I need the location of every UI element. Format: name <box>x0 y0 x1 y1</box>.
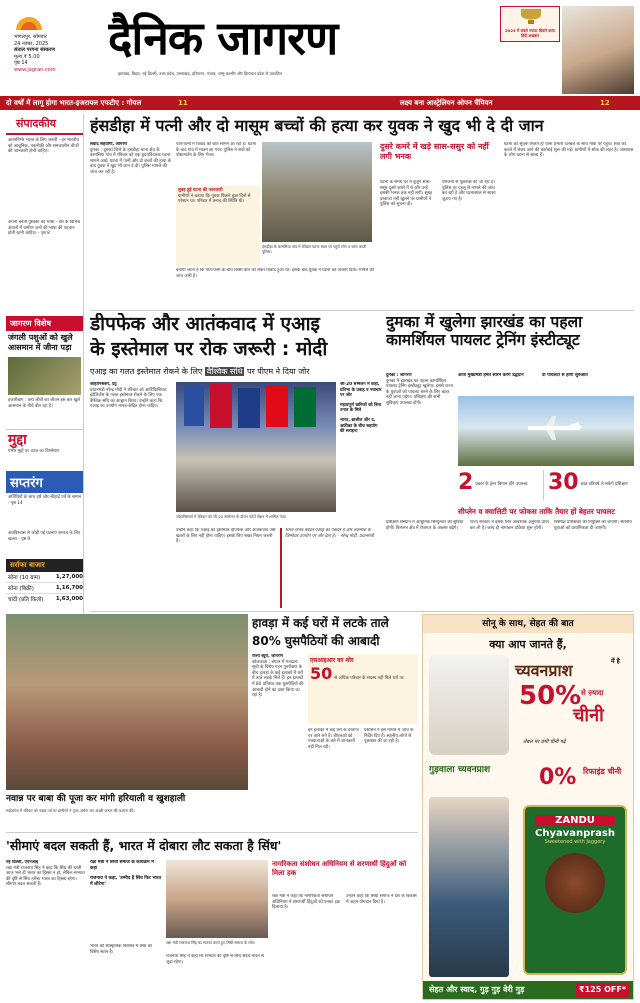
chyawanprash-ad[interactable] <box>422 614 634 1000</box>
sindh-headline[interactable]: 'सीमाएं बदल सकती हैं, भारत में दोबारा लौट सकता है सिंध' <box>6 838 282 853</box>
dumka-airstrip-photo <box>458 396 634 466</box>
market-label: सोना (10 ग्राम) <box>6 572 52 583</box>
ad-question: क्या आप जानते हैं, <box>489 638 567 651</box>
edition-price: मूल्य ₹ 5.00 <box>14 53 40 60</box>
market-value: 1,16,700 <box>52 583 83 594</box>
market-label: चांदी (प्रति किलो) <box>8 597 44 603</box>
edition-info <box>14 34 109 73</box>
navanna-caption[interactable]: नवान्न पर बाबा की पूजा कर मांगी हरियाली व खुशहाली <box>6 794 186 804</box>
modi-subhead-highlight: वैश्विक संधि <box>206 367 243 376</box>
dumka-dateline: दुमका : जागरण <box>386 373 412 378</box>
market-value: 1,27,000 <box>52 572 83 583</box>
ad-claim: 50% <box>519 681 582 711</box>
left-sidebar: संपादकीय आत्मनिर्भर भारत के लिए जरूरी - हर भारतीय को आधुनिक, तकनीकी और समकालीन चीजों की जानकारी होनी चाहिए। अपना बनती पुस्तकों की भाषा - देश के विभिन्न अंचलों में ग्रामीण जनों की भाषा की पहचान होती रहनी चाहिए। - पृष्ठ 8 जागरण विशेष जंगली पशुओं को खुले आसमान में जीना पड़ा हजारीबाग : वन्य जीवों का जीवन इस बार खुले आसमान के नीचे बीत रहा है। मुद्दा गंभीर मुद्दों पर आज का विश्लेषण सप्तरंग अतिथियों के साथ हर्ष और सौहार्द्र पर्व के समान - पृष्ठ 14 अंधविश्वास से जोड़ी गई घटनाएं समाज के लिए खतरा - पृष्ठ 9 सर्राफा बाजार सोना (10 ग्राम) 1,27,000 सोना (बिक्री) 1,16,700 चांदी (प्रति किलो) 1,63,000 <box>6 114 84 669</box>
dumka-bullet-2: दो पायलटों से होगी शुरुआत <box>542 373 588 378</box>
ribbon-right-page: 12 <box>600 99 610 107</box>
headline-ribbon <box>0 96 640 110</box>
fact-text: छात्र प्रतिवर्ष ले सकेंगे प्रशिक्षण <box>580 482 628 487</box>
modi-headline-2[interactable]: के इस्तेमाल पर रोक जरूरी : मोदी <box>90 338 328 360</box>
market-label: सोना (बिक्री) <box>6 583 52 594</box>
ad-product: च्यवनप्राश <box>515 661 573 680</box>
market-value: 1,63,000 <box>55 596 83 602</box>
ad-pack-sub: Sweetened with Jaggery <box>544 839 606 845</box>
ad-tagline-bar <box>423 981 633 999</box>
modi-bullet: महत्वपूर्ण खनिजों को बिना तनाव के मिले <box>340 402 382 414</box>
dumka-fact-1 <box>458 470 544 500</box>
sindh-side-headline[interactable]: नागरिकता संशोधन अधिनियम से शरणार्थी हिंदुओं को मिला हक <box>272 860 407 877</box>
ad-zero: 0% <box>539 765 577 790</box>
modi-photo-caption: जोहानिसबर्ग में रविवार को जी-20 सम्मेलन के दौरान फोटो सेशन में शामिल नेता। <box>176 514 287 519</box>
fact-number: 30 <box>548 470 579 495</box>
howrah-headline-2[interactable]: 80% घुसपैठियों की आबादी <box>252 634 380 648</box>
edition-name: संताल परगना संस्करण <box>14 47 55 53</box>
lead-photo <box>262 142 372 242</box>
edition-date: 24 नवंबर, 2025 <box>14 40 49 47</box>
editorial-item-2: अपना बनती पुस्तकों की भाषा - देश के विभिन्न अंचलों में ग्रामीण जनों की भाषा की पहचान होती रहनी चाहिए। - पृष्ठ 8 <box>8 220 80 237</box>
modi-headline-1[interactable]: डीपफेक और आतंकवाद में एआइ <box>90 313 320 335</box>
mascot-badge <box>500 6 560 42</box>
ad-pack-brand: ZANDU <box>535 815 615 826</box>
ribbon-left-page: 11 <box>178 99 188 107</box>
ad-tagline: सेहत और स्वाद, गुड़ गुड़ वेरी गुड़ <box>429 985 525 994</box>
saptrang-heading: सप्तरंग <box>6 471 83 493</box>
edition-pages: पृष्ठ 14 <box>14 60 28 66</box>
ad-pack <box>523 805 627 975</box>
fact-number: 2 <box>458 470 474 495</box>
mudda-heading: मुद्दा <box>6 429 83 449</box>
howrah-dateline: राज्य ब्यूरो, जागरण <box>252 654 283 659</box>
modi-body: प्रधानमंत्री नरेन्द्र मोदी ने रविवार को आर्टिफिशियल इंटेलिजेंस के गलत इस्तेमाल रोकने के लिए एक वैश्विक संधि का आह्वान किया। उन्होंने कहा कि एआइ का उपयोग मानव-केंद्रित होना चाहिए। <box>90 387 167 410</box>
sugar-jar-icon <box>429 655 509 755</box>
edition-city: भागलपुर, सोमवार <box>14 34 47 40</box>
ad-celebrity-photo <box>429 797 509 977</box>
website-link[interactable]: www.jagran.com <box>14 66 56 73</box>
ad-pack-name: Chyavanprash <box>534 828 616 839</box>
ad-offer: ₹125 OFF* <box>576 983 629 997</box>
ad-claim-word: चीनी <box>573 705 604 726</box>
flags-icon <box>176 382 336 442</box>
ribbon-right[interactable]: लक्ष्य बना आस्ट्रेलियन ओपन चैंपियन <box>400 99 493 107</box>
sun-logo-icon <box>14 14 44 32</box>
modi-dateline: जोहानिसबर्ग, प्रेट्र <box>90 382 117 387</box>
lead-side-headline[interactable]: दुसरे कमरे में खड़े सास-ससुर को नहीं लगी भनक <box>380 142 489 161</box>
sindh-body-col <box>6 860 86 1000</box>
modi-bullet: भारत, ब्राजील और द. अफ्रीका के बीच सहयोग की सराहना <box>340 417 378 435</box>
dumka-bullet-1: आज मुख्यमंत्री हेमंत सोरेन करेंगे उद्घाटन <box>458 373 524 378</box>
dumka-body: दुमका में झारखंड का पहला कामर्शियल पायलट ट्रेनिंग इंस्टीट्यूट खुलेगा। इससे राज्य के युवाओं को पायलट बनने के लिए बाहर नहीं जाना पड़ेगा। प्रशिक्षण की सभी सुविधाएं उपलब्ध होंगी। <box>386 378 453 406</box>
inset-number: 50 <box>310 664 333 683</box>
modi-bullets <box>340 382 382 512</box>
special-story: जंगली पशुओं को खुले आसमान में जीना पड़ा <box>8 333 73 352</box>
modi-body-col <box>90 382 172 607</box>
special-photo <box>8 357 81 395</box>
dumka-subheadline[interactable]: सीप्लेन व क्वालिटी पर फोकस ताकि तैयार हों बेहतर पायलट <box>458 507 615 516</box>
trophy-icon <box>501 7 560 25</box>
sindh-photo-caption: रक्षा मंत्री राजनाथ सिंह का स्वागत करते हुए सिंधी समाज के लोग। <box>166 940 256 945</box>
editorial-heading: संपादकीय <box>6 114 83 135</box>
dumka-body-col <box>386 373 454 515</box>
lead-headline[interactable]: हंसडीहा में पत्नी और दो मासूम बच्चों की हत्या कर युवक ने खुद भी दे दी जान <box>90 116 544 135</box>
masthead-network: झारखंड, बिहार, नई दिल्ली, उत्तर प्रदेश, उत्तराखंड, हरियाणा, पंजाब, जम्मू-कश्मीर और हिमाचल प्रदेश से प्रकाशित <box>118 71 282 76</box>
modi-subhead: एआइ का गलत इस्तेमाल रोकने के लिए वैश्विक संधि पर पीएम ने दिया जोर <box>90 367 310 376</box>
sindh-dateline: नई दिल्ली, एएनआइ <box>6 860 39 865</box>
howrah-body: कोलकाता : बंगाल में मतदाता सूची के विशेष गहन पुनरीक्षण के बीच हावड़ा के कई इलाकों में घरों में ताले लटके मिले हैं। इन इलाकों में 80 प्रतिशत तक घुसपैठियों की आबादी होने का दावा किया जा रहा है। <box>252 659 304 699</box>
sindh-body: रक्षा मंत्री राजनाथ सिंह ने कहा कि सिंध की धरती आज भले ही भारत का हिस्सा न हो, लेकिन सभ्यता की दृष्टि से सिंध हमेशा भारत का हिस्सा रहेगा। सीमाएं बदल सकती हैं। <box>6 865 85 888</box>
ad-claim-pre: में है <box>611 658 620 665</box>
ribbon-left[interactable]: दो वर्षों में लागू होगा भारत-इजरायल एफटीए : गोयल <box>6 99 142 107</box>
ad-zero-text: रिफाइंड चीनी <box>583 767 622 776</box>
dumka-fact-2 <box>548 470 634 500</box>
market-heading: सर्राफा बाजार <box>6 559 83 572</box>
airplane-icon <box>458 396 634 466</box>
inset-heading: एसआइआर का शोर <box>310 657 354 664</box>
howrah-body-col <box>252 654 304 830</box>
market-table <box>6 572 83 604</box>
sindh-photo <box>166 860 268 938</box>
masthead-title[interactable]: दैनिक जागरण <box>108 11 338 65</box>
fact-text: प्रकार के ट्रेनर विमान होंगे उपलब्ध <box>475 482 528 487</box>
jagran-special-heading: जागरण विशेष <box>6 316 83 331</box>
navanna-photo <box>6 614 248 790</box>
ad-brand: गुड़वाला च्यवनप्राश <box>429 765 491 775</box>
lead-body-col <box>90 142 172 307</box>
sindh-bullet: रक्षा मंत्री ने सिंधी समाज के कार्यक्रम में कहा <box>90 860 154 871</box>
modi-photo <box>176 382 336 512</box>
lead-body: दुमका : दुमका जिले के हंसडीहा थाना क्षेत्र के बरमसिया गांव में रविवार को एक हृदयविदारक घटना सामने आई। घटना में पत्नी और दो बच्चों की हत्या के बाद युवक ने खुद भी जान दे दी। पुलिस मामले की जांच कर रही है। <box>90 147 172 175</box>
athlete-photo <box>562 6 634 94</box>
ad-banner: सोनू के साथ, सेहत की बात <box>423 615 633 633</box>
inset-text: से अधिक परिवार के सदस्य नहीं मिले घरों पर <box>334 676 404 681</box>
jaggery-icon <box>545 853 605 913</box>
saptrang-text: अतिथियों के साथ हर्ष और सौहार्द्र पर्व के समान - पृष्ठ 14 <box>8 495 82 506</box>
howrah-inset <box>308 654 418 724</box>
lead-dateline: संवाद सहयोगी, जागरण <box>90 142 128 147</box>
editorial-item-1: आत्मनिर्भर भारत के लिए जरूरी - हर भारतीय को आधुनिक, तकनीकी और समकालीन चीजों की जानकारी होनी चाहिए। <box>8 138 79 155</box>
modi-quote: भारत मानव केंद्रित एआइ का पक्षधर है और तकनीक के जिम्मेदार उपयोग पर जोर देता है। - नरेन्द्र मोदी, प्रधानमंत्री <box>280 528 380 608</box>
sindh-bullets <box>90 860 162 940</box>
mascot-text: 2025 में सबसे ज्यादा बिकने वाला हिंदी अखबार <box>505 28 555 38</box>
ad-claim-post: से ज़्यादा <box>581 689 604 697</box>
howrah-headline-1[interactable]: हावड़ा में कई घरों में लटके ताले <box>252 616 389 630</box>
dumka-headline[interactable]: दुमका में खुलेगा झारखंड का पहला कामर्शियल पायलट ट्रेनिंग इंस्टीट्यूट <box>386 313 583 349</box>
modi-bullet: जी-20 सम्मेलन में कहा, प्रतिभा के प्रवाह व नवाचार पर जोर <box>340 382 382 399</box>
lead-caption: हंसडीहा के बरमसिया गांव में रविवार घटना स्थल पर पहुंचे लोग व जांच करती पुलिस। <box>262 244 367 254</box>
lead-side-body: घटना के समय घर में बुजुर्ग सास-ससुर दूसरे कमरे में थे और उन्हें इसकी भनक तक नहीं लगी। सुबह दरवाजा नहीं खुलने पर ग्रामीणों ने पुलिस को सूचना दी। <box>380 180 433 208</box>
lead-inset: सुबह हुई घटना की जानकारी ग्रामीणों ने बताया कि युवक पिछले कुछ दिनों से परेशान था। परिवार में तनाव की स्थिति थी। <box>176 186 260 266</box>
ad-footnote: लेबल पर छपी चीनी पढ़ें <box>523 739 566 745</box>
sindh-bullet: राजनाथ ने कहा, 'उम्मीद है सिंध फिर भारत में लौटेगा' <box>90 876 162 887</box>
